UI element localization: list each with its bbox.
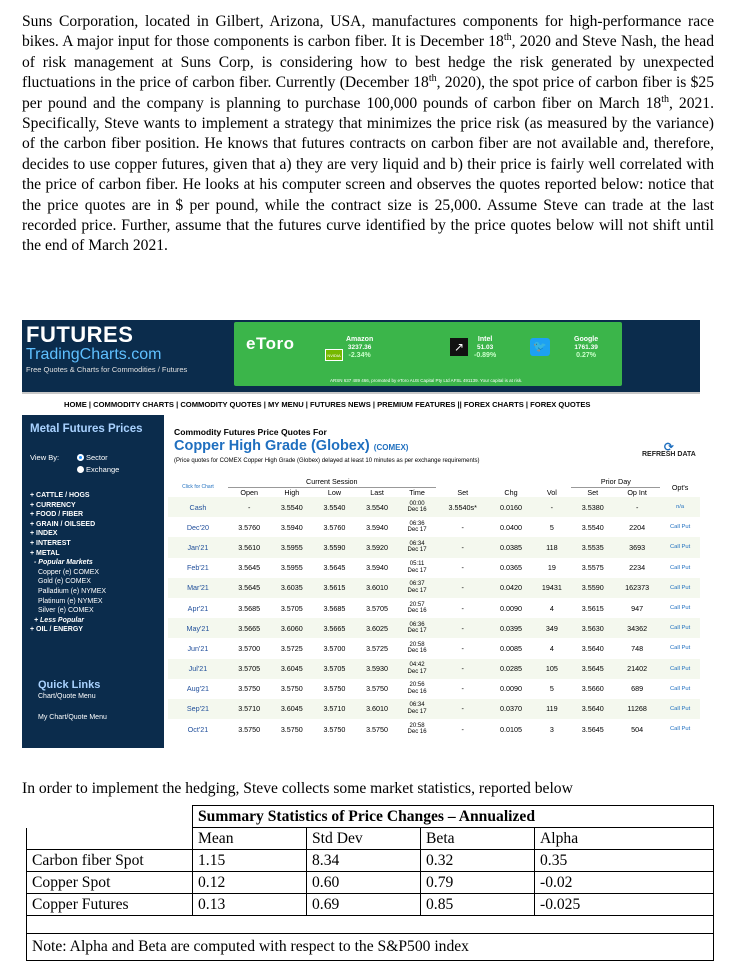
cell-time: 04:42 Dec 17 — [398, 659, 435, 679]
cell-time: 06:37 Dec 17 — [398, 578, 435, 598]
current-session-header: Current Session — [228, 477, 436, 487]
cell-open: 3.5705 — [228, 659, 271, 679]
market-link[interactable]: Silver (e) COMEX — [38, 607, 94, 615]
cell-chg: 0.0385 — [490, 537, 533, 557]
cell-vol: 349 — [532, 618, 571, 638]
cell-time: 20:57 Dec 16 — [407, 601, 427, 615]
cell-low: 3.5540 — [313, 497, 356, 517]
quote-row — [168, 578, 700, 598]
cell-op-int: 504 — [631, 724, 644, 734]
category-item[interactable]: + GRAIN / OILSEED — [30, 520, 96, 528]
cell-low: 3.5710 — [313, 699, 356, 719]
cell-vol: 3 — [549, 724, 554, 734]
stats-header-beta: Beta — [421, 828, 535, 850]
cell-vol: 105 — [532, 659, 571, 679]
cell-open: 3.5645 — [238, 563, 261, 573]
col-set: Set — [457, 487, 469, 497]
cell-time: 05:11 Dec 17 — [407, 561, 427, 574]
cell-op-int: 21402 — [614, 659, 660, 679]
cell-low: 3.5590 — [313, 537, 356, 557]
col-time: Time — [409, 487, 425, 497]
cell-vol: 4 — [549, 603, 554, 613]
col-prior-set: Set — [587, 487, 599, 497]
cell-high: 3.5705 — [280, 603, 303, 613]
cell-prior-set: 3.5660 — [581, 684, 604, 694]
cell-high: 3.6045 — [271, 659, 314, 679]
cell-low: 3.5685 — [323, 603, 346, 613]
cell-chg: 0.0285 — [490, 659, 533, 679]
options-link[interactable]: Call Put — [669, 564, 691, 571]
contract-month-link[interactable]: Mar'21 — [168, 578, 228, 598]
cell-time: 20:56 Dec 16 — [407, 682, 427, 695]
cell-vol: 118 — [532, 537, 571, 557]
quote-row — [168, 618, 700, 638]
cell-low: 3.5750 — [323, 684, 346, 694]
contract-month-link[interactable]: Apr'21 — [187, 603, 209, 613]
cell-open: 3.5665 — [228, 618, 271, 638]
cell-set: - — [461, 603, 464, 613]
cell-time: 06:34 Dec 17 — [398, 537, 435, 557]
cell-set: - — [436, 659, 490, 679]
options-link[interactable]: Call Put — [660, 618, 700, 638]
cell-chg: 0.0085 — [500, 643, 522, 653]
radio-sector[interactable]: Sector — [77, 453, 108, 462]
cell-open: 3.5710 — [228, 699, 271, 719]
refresh-icon: ⟳ — [663, 440, 674, 454]
cell-set: - — [436, 537, 490, 557]
contract-month-link[interactable]: Cash — [168, 497, 228, 517]
cell-chg: 0.0400 — [500, 522, 522, 532]
ticker-intel: Intel 51.03 -0.89% — [474, 336, 497, 359]
quote-row — [168, 517, 700, 537]
col-open: Open — [240, 487, 258, 497]
col-last: Last — [370, 487, 384, 497]
cell-chg: 0.0090 — [500, 684, 522, 694]
cell-open: 3.5610 — [228, 537, 271, 557]
cell-open: 3.5700 — [238, 643, 261, 653]
cell-last: 3.5940 — [366, 563, 389, 573]
cell-chg: 0.0160 — [490, 497, 533, 517]
my-chart-quote-menu-link[interactable]: My Chart/Quote Menu — [38, 714, 107, 721]
contract-month-link[interactable]: May'21 — [168, 618, 228, 638]
cell-prior-set: 3.5630 — [571, 618, 614, 638]
cell-open: 3.5750 — [238, 684, 261, 694]
cell-last: 3.5750 — [366, 724, 389, 734]
intro-paragraph: Suns Corporation, located in Gilbert, Arizona, USA, manufactures components for high-performance race bikes. A major input for those components is carbon fiber. It is December 18th, 2020 and Steve Nash, the head of risk management at Suns Corp, is considering how to best hedge the risk generated by unexpected fluctuations in the price of carbon fiber. Currently (December 18th, 2020), the spot price of carbon fiber is $25 per pound and the company is planning to purchase 100,000 pounds of carbon fiber on March 18th, 2021. Specifically, Steve wants to implement a strategy that minimizes the price risk (as measured by the variance) of the carbon fiber position. He knows that futures contracts on carbon fiber are not available and, therefore, decides to use copper futures, given that a) they are very liquid and b) their price is fairly well correlated with the price of carbon fiber. He looks at his computer screen and observes the quotes reported below: notice that the price quotes are in $ per pound, while the contract size is 25,000. Assume Steve can trade at the last recorded price. Further, assume that the futures curve identified by the price quotes below will not shift until the end of March 2021. — [22, 13, 714, 255]
etoro-ad-banner[interactable] — [234, 322, 622, 386]
cell-set: - — [461, 724, 464, 734]
quotes-panel — [164, 415, 700, 748]
cell-prior-set: 3.5615 — [581, 603, 604, 613]
cell-last: 3.5930 — [356, 659, 399, 679]
cell-low: 3.5750 — [323, 724, 346, 734]
cell-op-int: 3693 — [614, 537, 660, 557]
sidebar — [22, 415, 164, 748]
futures-screenshot — [22, 320, 700, 748]
cell-high: 3.6035 — [271, 578, 314, 598]
etoro-logo: eToro — [246, 334, 295, 353]
cell-low: 3.5705 — [313, 659, 356, 679]
cell-op-int: 2204 — [629, 522, 646, 532]
ticker-amazon: Amazon 3237.36 -2.34% — [346, 336, 374, 359]
stats-note: Note: Alpha and Beta are computed with respect to the S&P500 index — [27, 934, 714, 961]
cell-last: 3.5725 — [366, 643, 389, 653]
cell-chg: 0.0395 — [490, 618, 533, 638]
cell-open: 3.5645 — [228, 578, 271, 598]
cell-prior-set: 3.5590 — [571, 578, 614, 598]
quotes-title: Copper High Grade (Globex) (COMEX) — [174, 438, 409, 454]
options-link[interactable]: Call Put — [660, 659, 700, 679]
opts-header: Opt's — [671, 482, 689, 492]
ticker-google: Google 1761.39 0.27% — [574, 336, 599, 359]
cell-high: 3.5725 — [280, 643, 303, 653]
cell-low: 3.5665 — [313, 618, 356, 638]
col-vol: Vol — [546, 487, 557, 497]
options-link[interactable]: Call Put — [660, 537, 700, 557]
cell-set: - — [461, 684, 464, 694]
cell-prior-set: 3.5380 — [571, 497, 614, 517]
cell-prior-set: 3.5540 — [581, 522, 604, 532]
top-nav[interactable]: HOME | COMMODITY CHARTS | COMMODITY QUOTES | MY MENU | FUTURES NEWS | PREMIUM FEATURES || FOREX CHARTS | FOREX QUOTES — [22, 392, 700, 415]
quick-links-heading: Quick Links — [38, 679, 101, 691]
cell-low: 3.5615 — [313, 578, 356, 598]
quotes-subtitle: (Price quotes for COMEX Copper High Grade (Globex) delayed at least 10 minutes as per exchange requirements) — [174, 458, 480, 464]
market-link[interactable]: Palladium (e) NYMEX — [38, 587, 107, 595]
cell-set: - — [461, 643, 464, 653]
stats-row: Copper Futures 0.13 0.69 0.85 -0.025 — [27, 894, 714, 916]
sidebar-heading: Metal Futures Prices — [30, 423, 143, 435]
cell-prior-set: 3.5575 — [581, 563, 604, 573]
cell-low: 3.5645 — [323, 563, 346, 573]
quote-row — [168, 598, 700, 618]
stats-header-std: Std Dev — [307, 828, 421, 850]
cell-prior-set: 3.5645 — [571, 659, 614, 679]
contract-month-link[interactable]: Aug'21 — [186, 684, 210, 694]
cell-high: 3.5955 — [280, 563, 303, 573]
quote-row — [168, 699, 700, 719]
quotes-heading: Commodity Futures Price Quotes For — [174, 427, 327, 437]
category-item[interactable]: + OIL / ENERGY — [30, 626, 83, 634]
cell-op-int: 748 — [631, 643, 644, 653]
cell-last: 3.6025 — [356, 618, 399, 638]
cell-vol: 4 — [549, 643, 554, 653]
quote-row — [168, 719, 700, 739]
refresh-data-button[interactable]: ⟳ REFRESH DATA — [642, 440, 696, 458]
cell-time: 20:58 Dec 16 — [407, 722, 427, 736]
quote-row — [168, 679, 700, 699]
col-low: Low — [327, 487, 342, 497]
nvidia-icon: NVIDIA — [325, 349, 343, 361]
cell-low: 3.5700 — [323, 643, 346, 653]
stats-header-alpha: Alpha — [535, 828, 714, 850]
cell-high: 3.5940 — [280, 522, 303, 532]
quote-row — [168, 497, 700, 517]
cell-set: 3.5540s* — [436, 497, 490, 517]
cell-set: - — [436, 578, 490, 598]
cell-vol: 119 — [532, 699, 571, 719]
options-link[interactable]: Call Put — [669, 524, 691, 531]
cell-set: - — [461, 563, 464, 573]
cell-prior-set: 3.5645 — [581, 724, 604, 734]
cell-op-int: 689 — [631, 684, 644, 694]
quote-row — [168, 638, 700, 658]
stats-intro: In order to implement the hedging, Steve collects some market statistics, reported below — [22, 780, 573, 797]
contract-month-link[interactable]: Feb'21 — [187, 563, 209, 573]
cell-chg: 0.0105 — [500, 724, 522, 734]
contract-month-link[interactable]: Sep'21 — [168, 699, 228, 719]
category-item[interactable]: + FOOD / FIBER — [30, 511, 84, 519]
col-chg: Chg — [504, 487, 518, 497]
market-link[interactable]: Copper (e) COMEX — [38, 568, 100, 576]
cell-set: - — [461, 522, 464, 532]
cell-op-int: 947 — [631, 603, 644, 613]
cell-last: 3.6010 — [356, 699, 399, 719]
cell-time: 06:36 Dec 17 — [407, 520, 427, 534]
less-popular-link[interactable]: + Less Popular — [34, 616, 84, 624]
prior-day-header: Prior Day — [571, 477, 660, 487]
cell-vol: 5 — [549, 684, 554, 694]
options-link[interactable]: Call Put — [660, 578, 700, 598]
cell-last: 3.5705 — [366, 603, 389, 613]
tradingcharts-logo[interactable]: FUTURES TradingCharts.com Free Quotes & Charts for Commodities / Futures — [26, 322, 188, 374]
cell-high: 3.5955 — [271, 537, 314, 557]
options-link[interactable]: Call Put — [669, 685, 691, 692]
cell-prior-set: 3.5640 — [571, 699, 614, 719]
options-link[interactable]: Call Put — [669, 605, 691, 612]
summary-stats-table — [26, 805, 714, 961]
stats-row: Carbon fiber Spot 1.15 8.34 0.32 0.35 — [27, 850, 714, 872]
options-link[interactable]: n/a — [660, 497, 700, 517]
cell-vol: 19431 — [532, 578, 571, 598]
contract-month-link[interactable]: Dec'20 — [186, 522, 210, 532]
cell-high: 3.5540 — [271, 497, 314, 517]
cell-set: - — [436, 699, 490, 719]
quote-row — [168, 659, 700, 679]
cell-chg: 0.0370 — [490, 699, 533, 719]
cell-last: 3.5940 — [366, 522, 389, 532]
options-link[interactable]: Call Put — [660, 699, 700, 719]
cell-open: 3.5760 — [238, 522, 261, 532]
category-list — [30, 491, 106, 635]
cell-last: 3.5920 — [356, 537, 399, 557]
cell-vol: 19 — [547, 563, 556, 573]
contract-month-link[interactable]: Oct'21 — [187, 724, 209, 734]
cell-vol: 5 — [549, 522, 554, 532]
cell-op-int: - — [614, 497, 660, 517]
cell-prior-set: 3.5535 — [571, 537, 614, 557]
cell-open: 3.5685 — [238, 603, 261, 613]
cell-time: 06:36 Dec 17 — [398, 618, 435, 638]
contract-month-link[interactable]: Jun'21 — [187, 643, 209, 653]
category-item[interactable]: + METAL — [30, 549, 60, 557]
chart-quote-menu-link[interactable]: Chart/Quote Menu — [38, 693, 96, 700]
stats-title: Summary Statistics of Price Changes – Annualized — [193, 806, 714, 828]
cell-chg: 0.0420 — [490, 578, 533, 598]
radio-exchange[interactable]: Exchange — [77, 465, 119, 474]
cell-chg: 0.0090 — [500, 603, 522, 613]
options-link[interactable]: Call Put — [669, 645, 691, 652]
category-item[interactable]: + INTEREST — [30, 539, 71, 547]
market-link[interactable]: Platinum (e) NYMEX — [38, 597, 103, 605]
twitter-icon: 🐦 — [530, 338, 550, 356]
col-op-int: Op Int — [627, 487, 647, 497]
cell-time: 06:34 Dec 17 — [398, 699, 435, 719]
cell-time: 00:00 Dec 16 — [398, 497, 435, 517]
cell-last: 3.5540 — [356, 497, 399, 517]
popular-markets-label[interactable]: - Popular Markets — [34, 559, 93, 567]
cell-time: 20:58 Dec 16 — [407, 641, 427, 655]
quote-row — [168, 537, 700, 557]
cell-op-int: 34362 — [614, 618, 660, 638]
quotes-table — [168, 477, 700, 739]
view-by-label: View By: — [30, 453, 60, 462]
cell-open: - — [228, 497, 271, 517]
cell-vol: - — [532, 497, 571, 517]
cell-last: 3.5750 — [366, 684, 389, 694]
cell-open: 3.5750 — [238, 724, 261, 734]
market-link[interactable]: Gold (e) COMEX — [38, 578, 91, 586]
cell-high: 3.5750 — [280, 724, 303, 734]
cell-op-int: 2234 — [629, 563, 646, 573]
cell-op-int: 11268 — [614, 699, 660, 719]
cell-chg: 0.0365 — [500, 563, 522, 573]
cell-prior-set: 3.5640 — [581, 643, 604, 653]
cell-high: 3.6045 — [271, 699, 314, 719]
cell-last: 3.6010 — [356, 578, 399, 598]
cell-high: 3.5750 — [280, 684, 303, 694]
quote-row — [168, 558, 700, 578]
category-item[interactable]: + CATTLE / HOGS — [30, 492, 90, 499]
category-item[interactable]: + INDEX — [30, 530, 58, 538]
contract-month-link[interactable]: Jan'21 — [168, 537, 228, 557]
cell-op-int: 162373 — [614, 578, 660, 598]
cell-set: - — [436, 618, 490, 638]
contract-month-link[interactable]: Jul'21 — [168, 659, 228, 679]
stats-row: Copper Spot 0.12 0.60 0.79 -0.02 — [27, 872, 714, 894]
stats-header-mean: Mean — [193, 828, 307, 850]
category-item[interactable]: + CURRENCY — [30, 501, 76, 509]
col-high: High — [284, 487, 300, 497]
ad-disclaimer: ARSN 637 489 466, promoted by eToro AUS Capital Pty Ltd AFSL 491139. Your capital is at risk. — [330, 378, 523, 383]
cell-low: 3.5760 — [323, 522, 346, 532]
intel-icon: ↗ — [450, 338, 468, 356]
cell-high: 3.6060 — [271, 618, 314, 638]
click-for-chart-header: Click for Chart — [182, 483, 214, 490]
options-link[interactable]: Call Put — [669, 726, 691, 733]
